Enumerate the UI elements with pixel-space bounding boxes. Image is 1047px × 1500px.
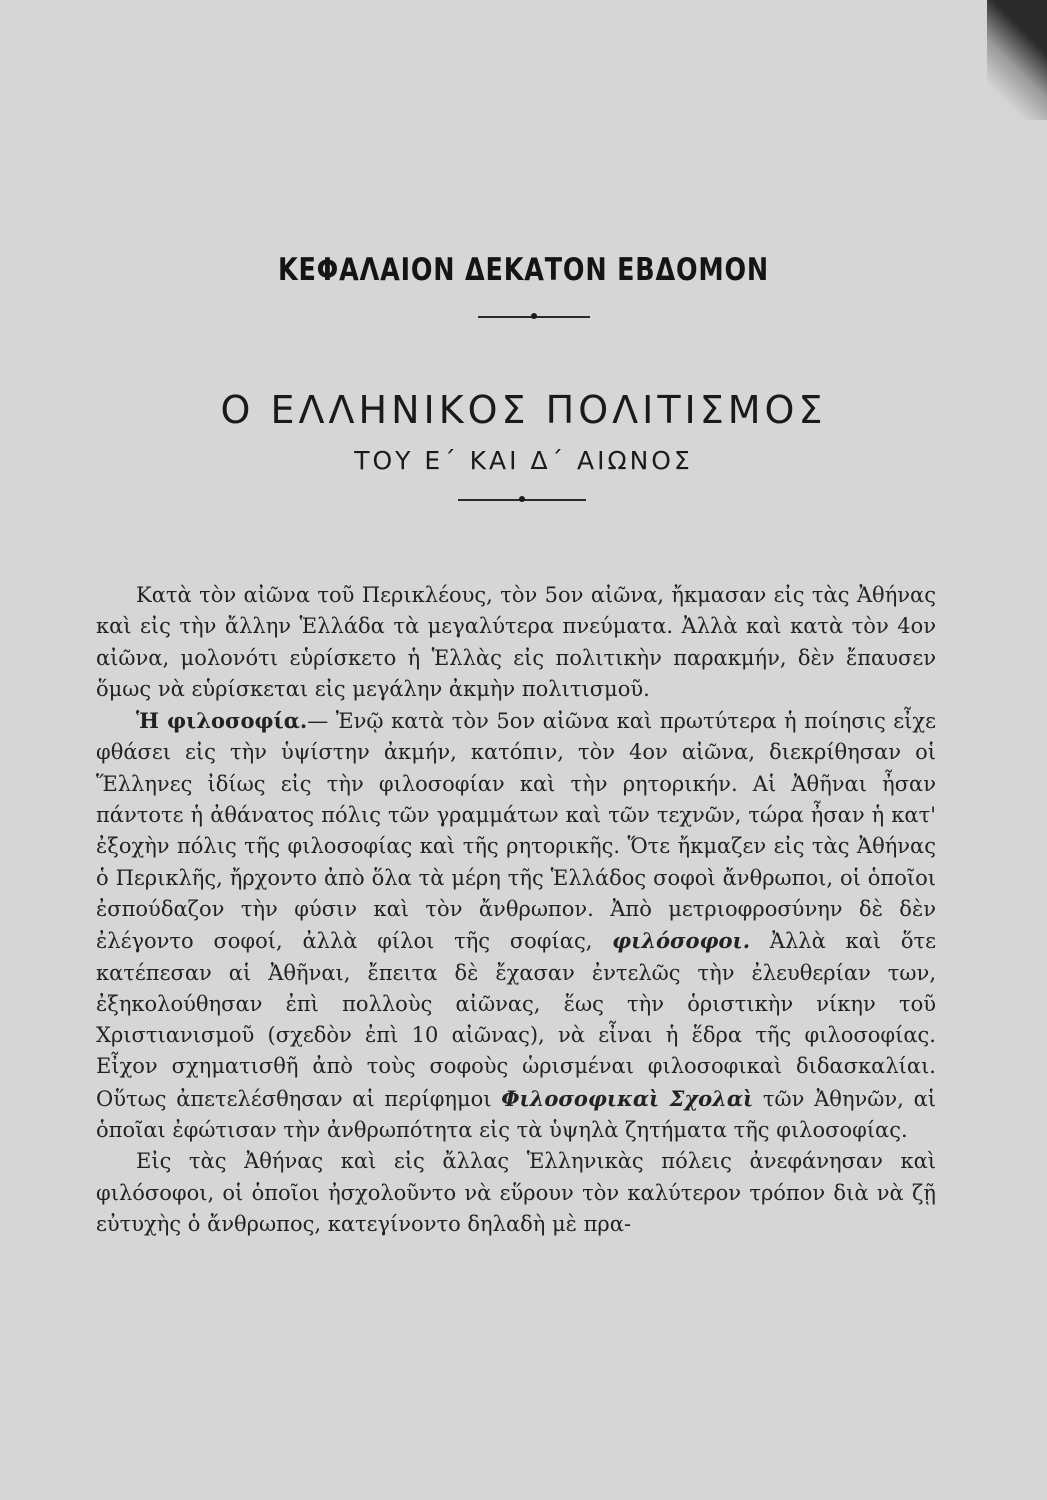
divider-ornament-bottom [458, 499, 586, 501]
paragraph-2-part-1: Ἐνῷ κατὰ τὸν 5ον αἰῶνα καὶ πρωτύτερα ἡ ποίησις εἶχε φθάσει εἰς τὴν ὑψίστην ἀκμήν, κατόπιν, τὸν 4ον αἰῶνα, διεκρίθησαν οἱ Ἕλληνες ἰδίως εἰς τὴν φιλοσοφίαν καὶ τὴν ρητορικήν. Αἱ Ἀθῆναι ἦσαν πάντοτε ἡ ἀθάνατος πόλις τῶν γραμμάτων καὶ τῶν τεχνῶν, τώρα ἦσαν ἡ κατ' ἐξοχὴν πόλις τῆς φιλοσοφίας καὶ τῆς ρητορικῆς. Ὅτε ἤκμαζεν εἰς τὰς Ἀθήνας ὁ Περικλῆς, ἤρχοντο ἀπὸ ὅλα τὰ μέρη τῆς Ἑλλάδος σοφοὶ ἄνθρωποι, οἱ ὁποῖοι ἐσπούδαζον τὴν φύσιν καὶ τὸν ἄνθρωπον. Ἀπὸ μετριοφροσύνην δὲ δὲν ἐλέγοντο σοφοί, ἀλλὰ φίλοι τῆς σοφίας, [96, 709, 936, 954]
paragraph-2-part-3: τῶν Ἀθηνῶν, αἱ ὁποῖαι ἐφώτισαν τὴν ἀνθρωπότητα εἰς τὰ ὑψηλὰ ζητήματα τῆς φιλοσοφίας. [96, 1086, 936, 1143]
divider-dot [531, 313, 537, 319]
emphasis-philosophical-schools: Φιλοσοφικαὶ Σχολαὶ [501, 1085, 754, 1111]
page-corner-shadow [987, 0, 1047, 120]
body-text [96, 580, 936, 1240]
sub-title: ΤΟΥ Ε΄ ΚΑΙ Δ΄ ΑΙΩΝΟΣ [354, 446, 693, 475]
divider-ornament-top [478, 316, 590, 318]
paragraph-3: Εἰς τὰς Ἀθήνας καὶ εἰς ἄλλας Ἑλληνικὰς πόλεις ἀνεφάνησαν καὶ φιλόσοφοι, οἱ ὁποῖοι ἠσχολοῦντο νὰ εὕρουν τὸν καλύτερον τρόπον διὰ νὰ ζῇ εὐτυχὴς ὁ ἄνθρωπος, κατεγίνοντο δηλαδὴ μὲ πρα- [96, 1149, 936, 1236]
paragraph-2-part-2: Ἀλλὰ καὶ ὅτε κατέπεσαν αἱ Ἀθῆναι, ἔπειτα δὲ ἔχασαν ἐντελῶς τὴν ἐλευθερίαν των, ἐξηκολούθησαν ἐπὶ πολλοὺς αἰῶνας, ἕως τὴν ὁριστικὴν νίκην τοῦ Χριστιανισμοῦ (σχεδὸν ἐπὶ 10 αἰῶνας), νὰ εἶναι ἡ ἕδρα τῆς φιλοσοφίας. Εἶχον σχηματισθῆ ἀπὸ τοὺς σοφοὺς ὡρισμέναι φιλοσοφικαὶ διδασκαλίαι. Οὕτως ἀπετελέσθησαν αἱ περίφημοι [96, 929, 936, 1111]
divider-dot [519, 496, 525, 502]
chapter-title: ΚΕΦΑΛΑΙΟΝ ΔΕΚΑΤΟΝ ΕΒΔΟΜΟΝ [277, 252, 770, 288]
emphasis-philosophers: φιλόσοφοι. [612, 928, 751, 954]
paragraph-1: Κατὰ τὸν αἰῶνα τοῦ Περικλέους, τὸν 5ον αἰῶνα, ἤκμασαν εἰς τὰς Ἀθήνας καὶ εἰς τὴν ἄλλην Ἑλλάδα τὰ μεγαλύτερα πνεύματα. Ἀλλὰ καὶ κατὰ τὸν 4ον αἰῶνα, μολονότι εὑρίσκετο ἡ Ἑλλὰς εἰς πολιτικὴν παρακμήν, δὲν ἔπαυσεν ὅμως νὰ εὑρίσκεται εἰς μεγάλην ἀκμὴν πολιτισμοῦ. [96, 583, 936, 701]
paragraph-2 [96, 705, 936, 1146]
main-title: Ο ΕΛΛΗΝΙΚΟΣ ΠΟΛΙΤΙΣΜΟΣ [220, 388, 827, 432]
heading-dash: — [307, 709, 336, 734]
section-heading-philosophy: Ἡ φιλοσοφία. [136, 708, 308, 734]
